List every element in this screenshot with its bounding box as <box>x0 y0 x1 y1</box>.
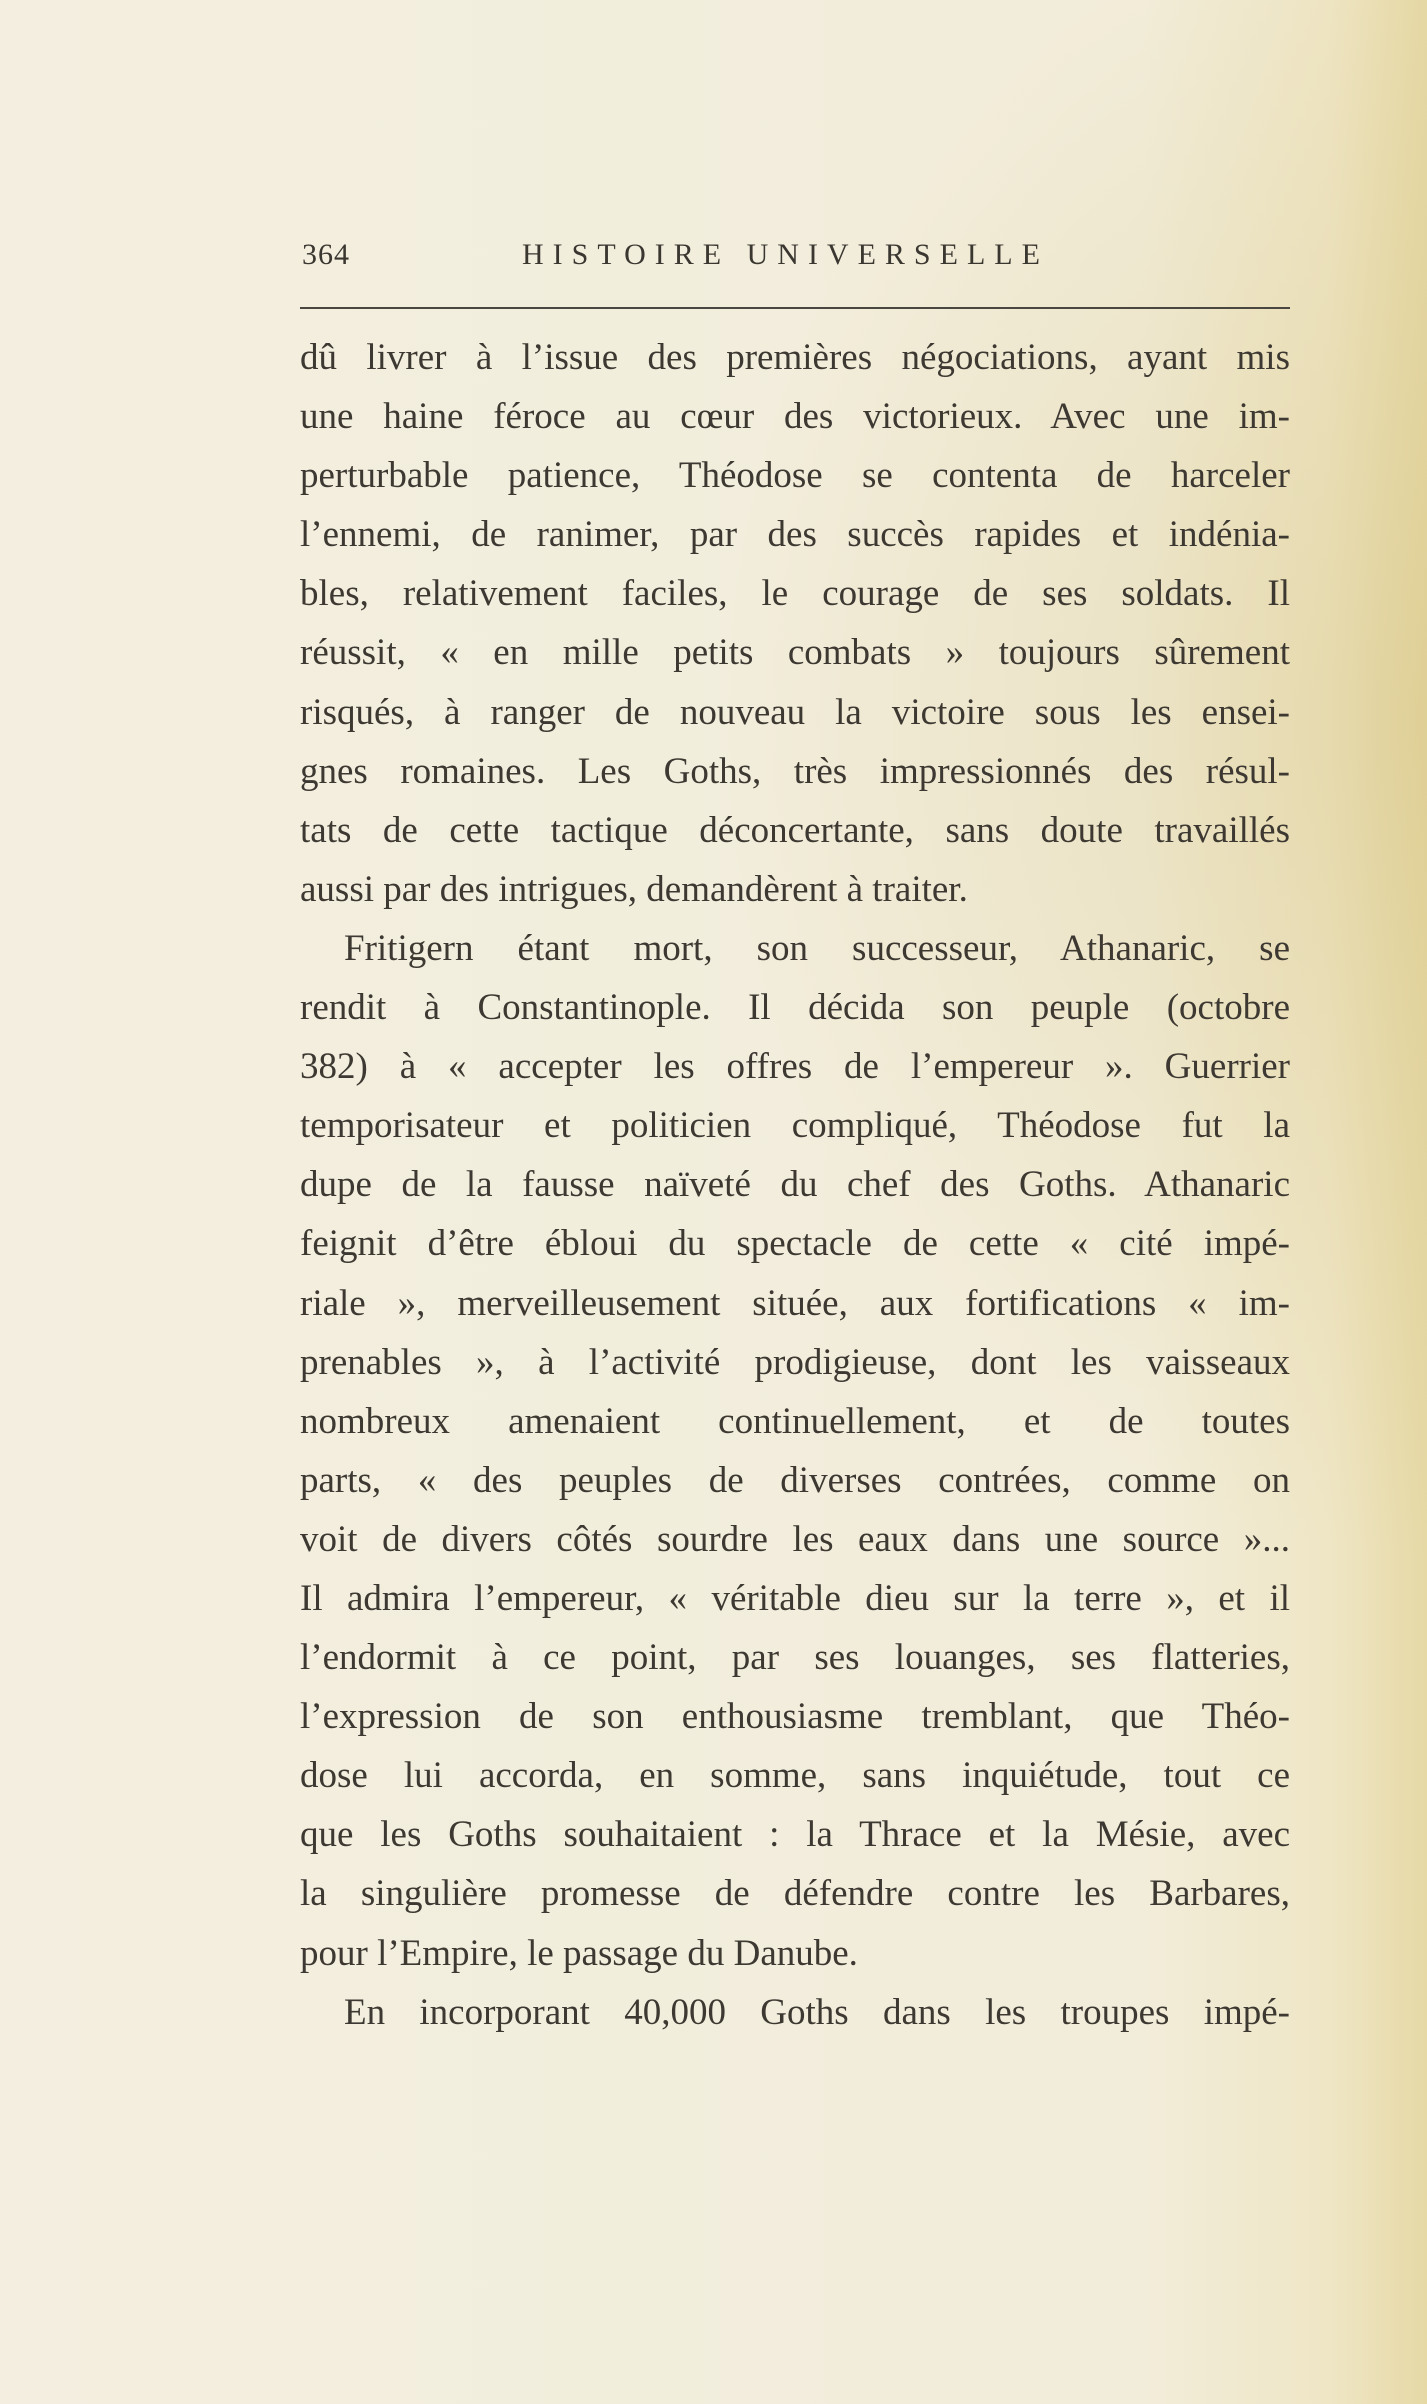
text-line: gnes romaines. Les Goths, très impressionnés des résul- <box>300 750 1290 792</box>
text-line: prenables », à l’activité prodigieuse, dont les vaisseaux <box>300 1341 1290 1383</box>
text-line: riale », merveilleusement située, aux fortifications « im- <box>300 1282 1290 1324</box>
running-title: HISTOIRE UNIVERSELLE <box>522 238 1049 271</box>
text-line: risqués, à ranger de nouveau la victoire sous les ensei- <box>300 691 1290 733</box>
text-line: tats de cette tactique déconcertante, sans doute travaillés <box>300 809 1290 851</box>
text-line: une haine féroce au cœur des victorieux. Avec une im- <box>300 396 1290 438</box>
text-line: parts, « des peuples de diverses contrées, comme on <box>300 1459 1290 1501</box>
text-line: nombreux amenaient continuellement, et de toutes <box>300 1400 1290 1442</box>
text-line: feignit d’être ébloui du spectacle de cette « cité impé- <box>300 1223 1290 1265</box>
text-line: l’endormit à ce point, par ses louanges, ses flatteries, <box>300 1637 1290 1679</box>
text-line: rendit à Constantinople. Il décida son peuple (octobre <box>300 987 1290 1029</box>
text-line: dû livrer à l’issue des premières négociations, ayant mis <box>300 337 1290 378</box>
text-line: En incorporant 40,000 Goths dans les troupes impé- <box>344 1991 1290 2033</box>
text-line: 382) à « accepter les offres de l’empereur ». Guerrier <box>300 1046 1290 1088</box>
text-line: que les Goths souhaitaient : la Thrace et la Mésie, avec <box>300 1814 1290 1856</box>
header-rule <box>300 307 1290 309</box>
text-line: la singulière promesse de défendre contre les Barbares, <box>300 1873 1290 1915</box>
page-number: 364 <box>302 238 350 271</box>
text-line: Fritigern étant mort, son successeur, Athanaric, se <box>344 927 1290 969</box>
page-header <box>302 238 1287 278</box>
text-line: aussi par des intrigues, demandèrent à traiter. <box>300 868 968 910</box>
text-line: Il admira l’empereur, « véritable dieu sur la terre », et il <box>300 1577 1290 1619</box>
text-line: pour l’Empire, le passage du Danube. <box>300 1932 858 1974</box>
text-line: réussit, « en mille petits combats » toujours sûrement <box>300 632 1290 674</box>
text-line: l’expression de son enthousiasme tremblant, que Théo- <box>300 1696 1290 1738</box>
text-line: l’ennemi, de ranimer, par des succès rapides et indénia- <box>300 514 1290 556</box>
body-text <box>300 328 1290 2042</box>
text-line: dose lui accorda, en somme, sans inquiétude, tout ce <box>300 1755 1290 1797</box>
text-line: dupe de la fausse naïveté du chef des Goths. Athanaric <box>300 1164 1290 1206</box>
text-line: voit de divers côtés sourdre les eaux dans une source »... <box>300 1518 1290 1560</box>
text-line: bles, relativement faciles, le courage de ses soldats. Il <box>300 573 1290 615</box>
text-line: temporisateur et politicien compliqué, Théodose fut la <box>300 1105 1290 1147</box>
text-line: perturbable patience, Théodose se contenta de harceler <box>300 455 1290 497</box>
